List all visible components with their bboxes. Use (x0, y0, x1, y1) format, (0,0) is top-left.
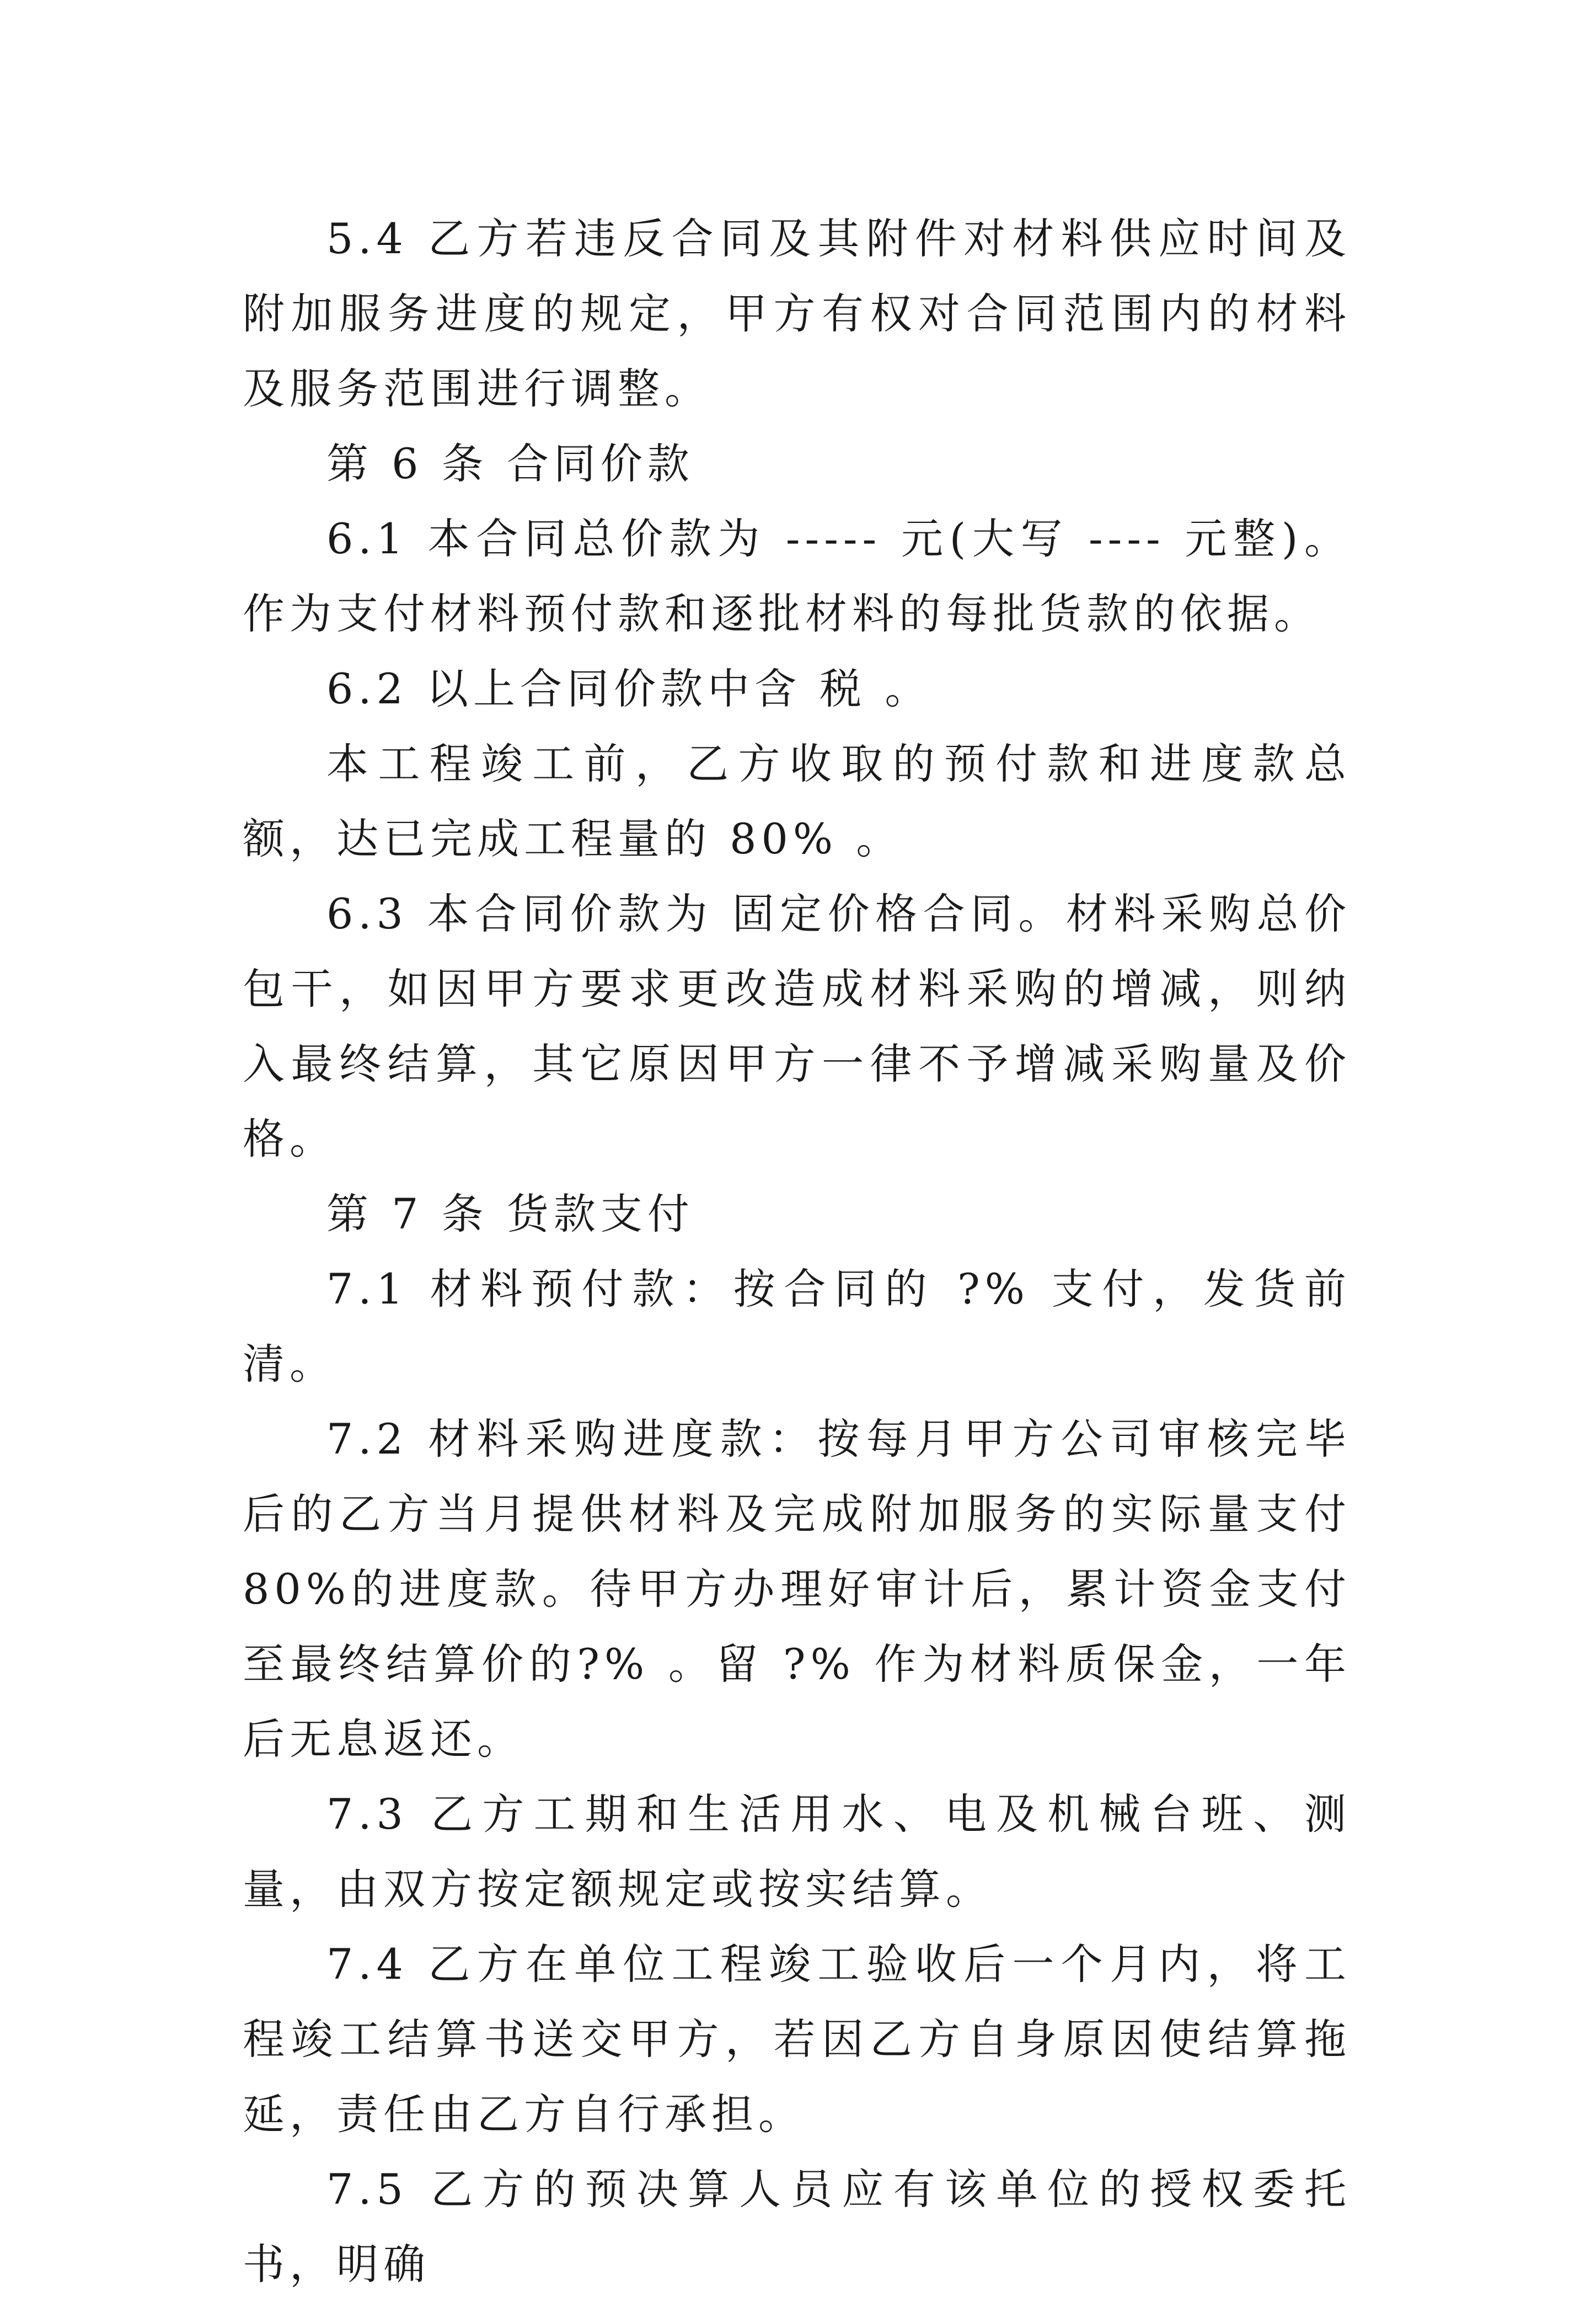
clause-6-2: 6.2 以上合同价款中含 税 。 (326, 664, 932, 713)
clause-7-5: 7.5 乙方的预决算人员应有该单位的授权委托书，明确 (243, 2165, 1351, 2289)
clause-7-2: 7.2 材料采购进度款：按每月甲方公司审核完毕后的乙方当月提供材料及完成附加服务的实际量支付 80%的进度款。待甲方办理好审计后，累计资金支付至最终结算价的?% 。留 ?% 作为材料质保金，一年后无息返还。 (243, 1414, 1351, 1764)
article-6-heading: 第 6 条 合同价款 (326, 439, 694, 488)
article-7-heading: 第 7 条 货款支付 (326, 1189, 694, 1238)
clause-6-3: 6.3 本合同价款为 固定价格合同。材料采购总价包干，如因甲方要求更改造成材料采购的增减，则纳入最终结算，其它原因甲方一律不予增减采购量及价格。 (243, 889, 1351, 1163)
clause-7-3: 7.3 乙方工期和生活用水、电及机械台班、测量，由双方按定额规定或按实结算。 (243, 1790, 1351, 1914)
clause-5-4: 5.4 乙方若违反合同及其附件对材料供应时间及附加服务进度的规定，甲方有权对合同范围内的材料及服务范围进行调整。 (243, 214, 1351, 413)
clause-7-4: 7.4 乙方在单位工程竣工验收后一个月内，将工程竣工结算书送交甲方，若因乙方自身原因使结算拖延，责任由乙方自行承担。 (243, 1940, 1351, 2139)
contract-text-block (243, 201, 1351, 2302)
clause-6-1: 6.1 本合同总价款为 ----- 元(大写 ---- 元整)。作为支付材料预付款和逐批材料的每批货款的依据。 (243, 514, 1351, 638)
clause-6-2-note: 本工程竣工前，乙方收取的预付款和进度款总额，达已完成工程量的 80% 。 (243, 739, 1351, 863)
clause-7-1: 7.1 材料预付款：按合同的 ?% 支付，发货前 清。 (243, 1264, 1351, 1388)
